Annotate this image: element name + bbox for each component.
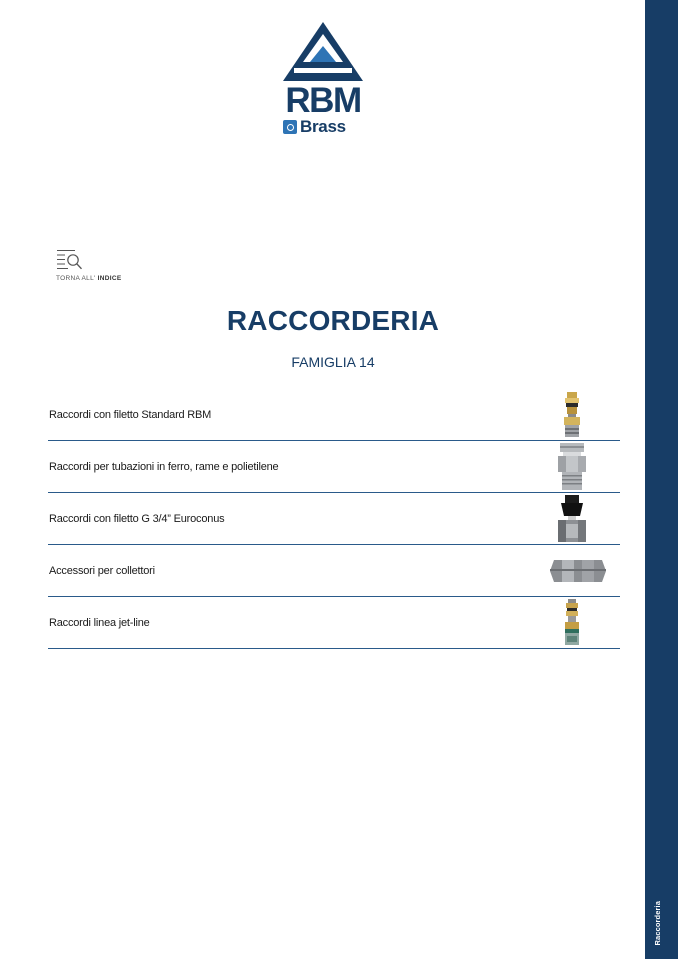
brass-badge-icon [283, 120, 297, 134]
sidebar-section-label: Raccorderia [653, 900, 662, 945]
brass-fitting-image [558, 389, 586, 441]
list-item-label: Accessori per collettori [49, 564, 155, 577]
index-search-icon [56, 249, 84, 271]
list-item-standard-rbm[interactable] [48, 389, 620, 441]
page-title: RACCORDERIA [226, 305, 440, 336]
euroconus-fitting-image [554, 493, 590, 545]
logo-mark-icon [282, 20, 364, 82]
list-item-label: Raccordi con filetto G 3/4” Euroconus [49, 512, 225, 525]
logo-wordmark: RBM [285, 81, 361, 120]
category-list [48, 389, 620, 649]
page-subtitle: FAMIGLIA 14 [291, 354, 375, 370]
logo-sub-row [283, 118, 346, 136]
list-item-euroconus[interactable] [48, 493, 620, 545]
nut-image [546, 545, 610, 597]
back-to-index-label: TORNA ALL' INDICE [56, 275, 122, 282]
section-sidebar [645, 0, 678, 959]
list-item-label: Raccordi con filetto Standard RBM [49, 408, 212, 421]
list-item-jet-line[interactable] [48, 597, 620, 649]
list-item-accessori-collettori[interactable] [48, 545, 620, 597]
logo-subtext: Brass [300, 117, 346, 136]
chrome-fitting-image [554, 441, 590, 493]
back-to-index-link[interactable] [56, 249, 121, 282]
list-item-ferro-rame-polietilene[interactable] [48, 441, 620, 493]
list-item-label: Raccordi linea jet-line [49, 616, 150, 629]
rbm-brass-logo [280, 20, 366, 138]
jet-line-fitting-image [560, 597, 584, 649]
list-item-label: Raccordi per tubazioni in ferro, rame e polietilene [49, 460, 279, 473]
